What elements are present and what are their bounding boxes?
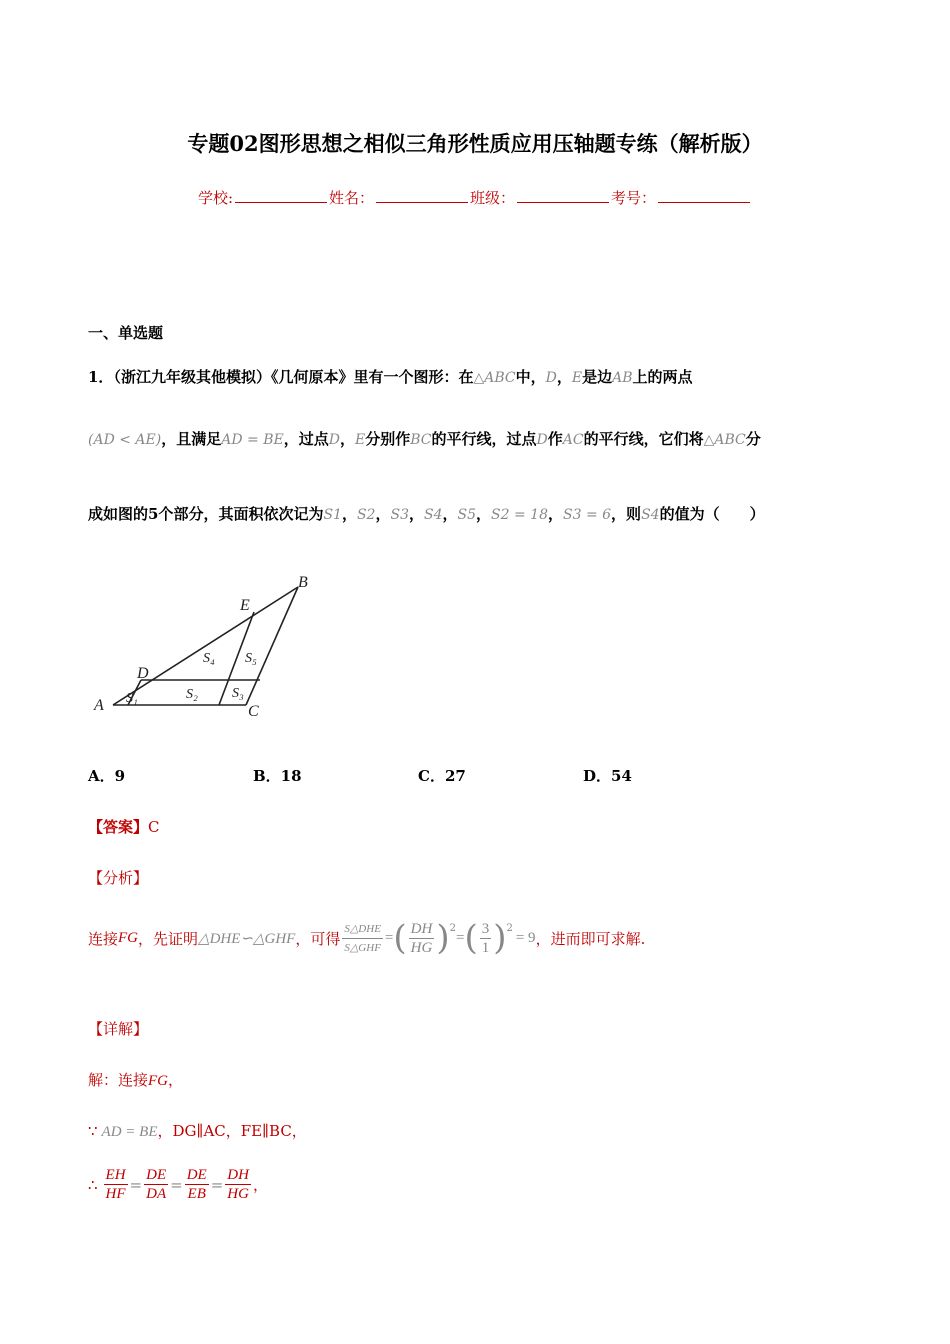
one: 1 — [481, 939, 490, 956]
area-ratio-fraction — [342, 920, 383, 957]
q1-text: ， — [547, 505, 563, 523]
q1-text: 作 — [547, 430, 563, 448]
analysis-text: ，先证明 — [138, 929, 199, 948]
hf: HF — [105, 1186, 126, 1202]
hg: HG — [410, 939, 433, 956]
label-a: A — [94, 697, 104, 714]
segment-ab: AB — [612, 370, 633, 386]
point-d: D — [536, 432, 548, 448]
area-s1: S1 — [323, 507, 342, 523]
class-blank[interactable] — [517, 188, 609, 203]
point-e: E — [355, 432, 366, 448]
question-1-line-1 — [88, 366, 693, 387]
label-e: E — [240, 597, 250, 614]
area-ghf: S△GHF — [344, 941, 381, 954]
q1-text: 的值为（ ） — [659, 505, 765, 523]
q1-text: 分别作 — [365, 430, 411, 448]
hg: HG — [227, 1186, 249, 1202]
three: 3 — [481, 920, 490, 937]
answer-tag: 【答案】 — [88, 818, 149, 836]
equation-s2: S2 = 18 — [491, 507, 548, 523]
label-s4: S₄ — [203, 651, 215, 666]
q1-text: ， — [408, 505, 424, 523]
equation-ad-be: AD = BE — [101, 1124, 158, 1140]
school-label: 学校: — [197, 189, 233, 207]
de-eb-fraction — [185, 1166, 209, 1203]
answer-line — [88, 816, 160, 837]
label-d: D — [137, 665, 149, 682]
option-a[interactable]: A．9 — [88, 767, 126, 785]
eh: EH — [105, 1167, 126, 1183]
q1-text: 是边 — [582, 368, 613, 386]
label-b: B — [298, 574, 308, 591]
name-blank[interactable] — [376, 188, 468, 203]
detail-text: ， — [168, 1071, 184, 1089]
area-s4-asked: S4 — [641, 507, 660, 523]
segment-ab-line — [113, 587, 298, 705]
area-s3: S3 — [390, 507, 409, 523]
de: DE — [186, 1167, 207, 1183]
number-blank[interactable] — [658, 188, 750, 203]
school-blank[interactable] — [235, 188, 327, 203]
detail-tag: 【详解】 — [88, 1020, 149, 1038]
segment-fg: FG — [118, 929, 139, 946]
condition-ad-lt-ae: (AD < AE) — [88, 432, 162, 448]
segment-fg: FG — [148, 1073, 169, 1089]
point-d: D — [545, 370, 557, 386]
area-s5: S5 — [457, 507, 477, 523]
q1-text: ，且满足 — [161, 430, 222, 448]
section-heading: 一、单选题 — [88, 324, 164, 342]
analysis-text: ，进而即可求解. — [535, 929, 646, 948]
q1-text: ， — [476, 505, 492, 523]
question-number: 1． — [88, 368, 114, 386]
class-label: 班级： — [470, 189, 516, 207]
eh-hf-fraction — [104, 1166, 128, 1203]
detail-line-1 — [88, 1069, 183, 1090]
detail-line-3: ∴ $\frac{EH}{HF}$ = $\frac{DE}{DA}$ = $\frac{DE}{EB}$ = $\frac{DH}{HG}$ ， — [88, 1167, 268, 1202]
segment-ac: AC — [562, 432, 584, 448]
q1-text: ，过点 — [283, 430, 329, 448]
segment-bc-line — [246, 587, 298, 705]
q1-text: ，则 — [611, 505, 642, 523]
area-s2: S2 — [356, 507, 376, 523]
segment-bc: BC — [410, 432, 432, 448]
question-1-line-3 — [88, 503, 765, 524]
analysis-text: 连接 — [88, 929, 119, 948]
question-1-line-2 — [88, 428, 761, 449]
detail-text: ，DG∥AC，FE∥BC， — [157, 1122, 307, 1140]
detail-text: 解：连接 — [88, 1071, 149, 1089]
dh-hg-fraction — [225, 1166, 251, 1203]
label-s5: S₅ — [245, 651, 257, 666]
triangle-abc: △ABC — [703, 432, 746, 448]
q1-text: 上的两点 — [632, 368, 693, 386]
label-s3: S₃ — [232, 686, 244, 701]
analysis-line: 连接 FG ，先证明 △DHE∽△GHF ，可得 $\frac{\text{S△DHE}}{\text{S△GHF}}$ = ( $\frac{DH}{HG}$ ) $^2$ = ( $\frac{3}{1}$ ) $^2$ = 9 ，进而即可求解. — [88, 918, 646, 958]
q1-text: （浙江九年级其他模拟）《几何原本》里有一个图形：在 — [113, 368, 474, 386]
triangle-abc: △ABC — [473, 370, 516, 386]
similar-triangles: △DHE∽△GHF — [198, 930, 296, 947]
option-d[interactable]: D．54 — [583, 767, 632, 785]
point-e: E — [571, 370, 583, 386]
analysis-text: ，可得 — [295, 929, 341, 948]
geometry-figure — [88, 570, 328, 720]
because-symbol: ∵ — [88, 1122, 98, 1140]
label-s2: S₂ — [186, 687, 198, 702]
q1-text: ， — [375, 505, 391, 523]
label-c: C — [248, 703, 259, 720]
answer-value: C — [148, 818, 160, 836]
analysis-tag: 【分析】 — [88, 869, 149, 887]
name-label: 姓名： — [329, 189, 375, 207]
q1-text: ， — [341, 505, 357, 523]
q1-text: 的平行线，它们将 — [583, 430, 704, 448]
label-s1: S₁ — [126, 691, 138, 706]
q1-text: 中， — [515, 368, 546, 386]
detail-text: ， — [252, 1176, 268, 1194]
equals-nine: = 9 — [515, 929, 536, 946]
eb: EB — [187, 1186, 206, 1202]
equation-s3: S3 = 6 — [563, 507, 612, 523]
point-d: D — [328, 432, 340, 448]
dh-hg-fraction — [409, 920, 435, 957]
area-s4: S4 — [424, 507, 443, 523]
de: DE — [146, 1167, 167, 1183]
three-one-fraction — [480, 920, 492, 957]
q1-text: ， — [339, 430, 355, 448]
dh: DH — [410, 920, 433, 937]
student-info-line — [0, 187, 950, 208]
number-label: 考号： — [611, 189, 657, 207]
equation-ad-be: AD = BE — [221, 432, 284, 448]
q1-text: 成如图的5个部分，其面积依次记为 — [88, 505, 324, 523]
q1-text: ， — [442, 505, 458, 523]
area-dhe: S△DHE — [342, 920, 383, 939]
da: DA — [146, 1186, 167, 1202]
q1-text: 的平行线，过点 — [431, 430, 537, 448]
detail-line-2 — [88, 1120, 307, 1141]
page-title: 专题02图形思想之相似三角形性质应用压轴题专练（解析版） — [187, 131, 763, 156]
de-da-fraction — [144, 1166, 168, 1203]
q1-text: ， — [556, 368, 572, 386]
option-b[interactable]: B．18 — [253, 767, 302, 785]
dh: DH — [227, 1167, 249, 1183]
option-c[interactable]: C．27 — [418, 767, 466, 785]
therefore-symbol: ∴ — [88, 1175, 98, 1194]
q1-text: 分 — [745, 430, 761, 448]
